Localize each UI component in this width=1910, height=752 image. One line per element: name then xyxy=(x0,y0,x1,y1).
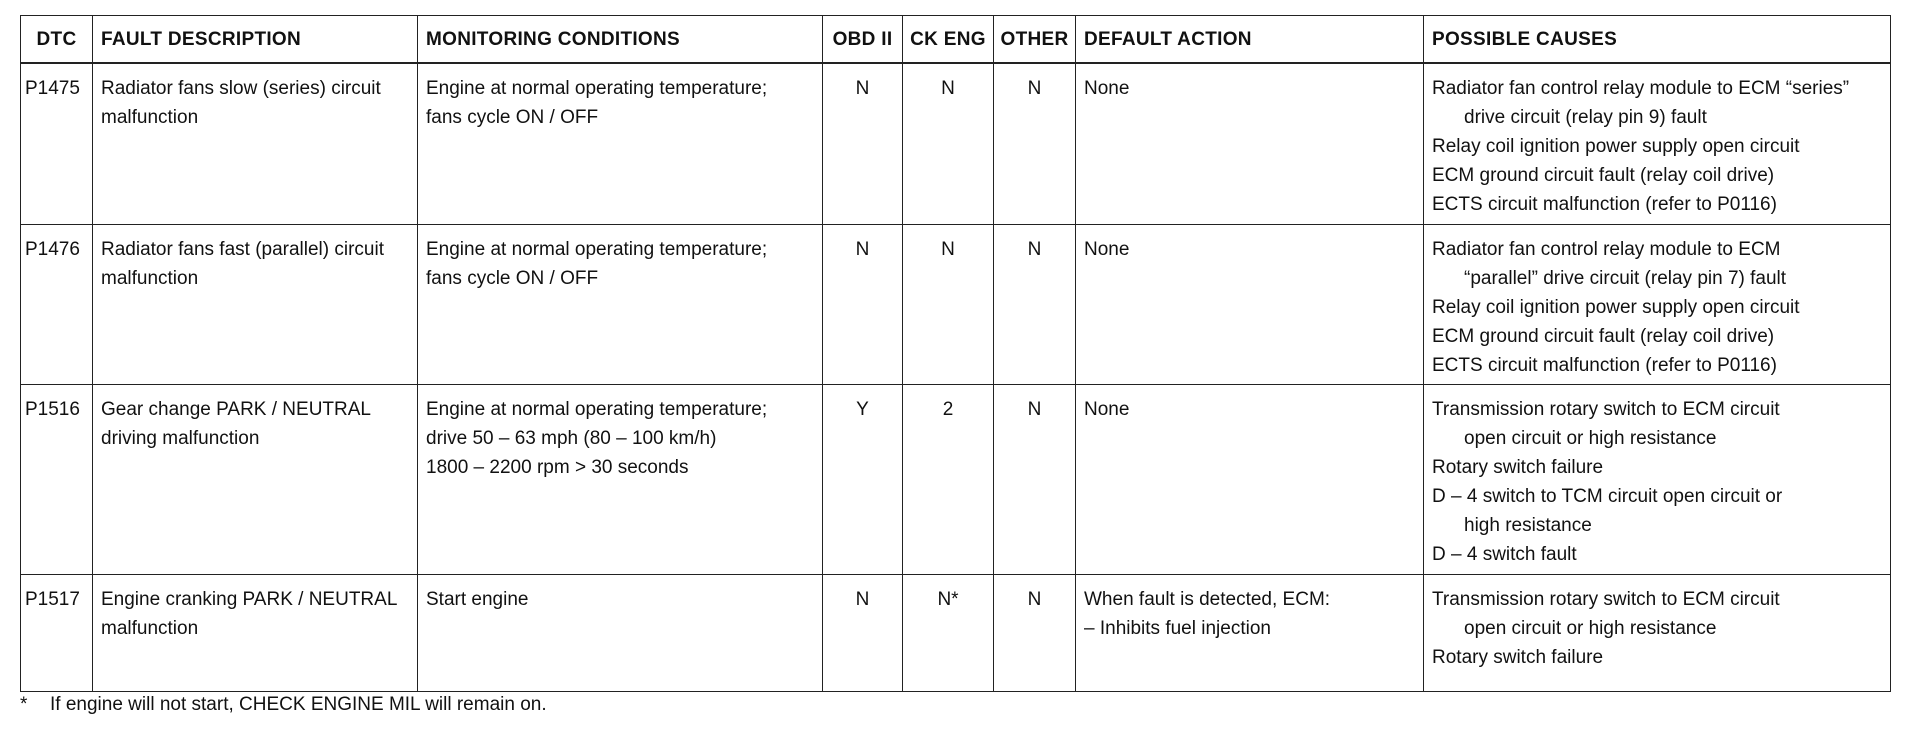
cause-line: “parallel” drive circuit (relay pin 7) fault xyxy=(1464,268,1787,289)
fault-line: driving malfunction xyxy=(101,428,260,449)
cause-line: Radiator fan control relay module to ECM “series” xyxy=(1432,78,1850,99)
fault-line: malfunction xyxy=(101,107,199,128)
cause-line: ECTS circuit malfunction (refer to P0116) xyxy=(1432,355,1777,376)
header-possible-causes: POSSIBLE CAUSES xyxy=(1424,16,1891,64)
ck-eng-value: N xyxy=(903,225,994,385)
header-other: OTHER xyxy=(994,16,1076,64)
table-row xyxy=(21,63,1891,225)
table-header-row xyxy=(21,16,1891,64)
monitoring-line: Engine at normal operating temperature; xyxy=(426,399,768,420)
obd-ii-value: Y xyxy=(823,385,903,575)
fault-description xyxy=(93,63,418,225)
default-action xyxy=(1076,575,1424,692)
cause-line: ECM ground circuit fault (relay coil drive) xyxy=(1432,326,1775,347)
dtc-code: P1475 xyxy=(21,63,93,225)
header-ck-eng: CK ENG xyxy=(903,16,994,64)
header-default-action: DEFAULT ACTION xyxy=(1076,16,1424,64)
fault-line: Radiator fans slow (series) circuit xyxy=(101,78,381,99)
default-action-line: None xyxy=(1084,399,1130,420)
cause-line: high resistance xyxy=(1464,515,1592,536)
header-dtc: DTC xyxy=(21,16,93,64)
monitoring-conditions xyxy=(418,63,823,225)
table-row xyxy=(21,575,1891,692)
fault-line: Radiator fans fast (parallel) circuit xyxy=(101,239,384,260)
footnote-asterisk: * xyxy=(20,694,28,715)
dtc-table xyxy=(20,15,1891,692)
table-row xyxy=(21,225,1891,385)
possible-causes xyxy=(1424,575,1891,692)
fault-description xyxy=(93,225,418,385)
other-value: N xyxy=(994,63,1076,225)
default-action xyxy=(1076,63,1424,225)
monitoring-conditions xyxy=(418,385,823,575)
other-value: N xyxy=(994,385,1076,575)
cause-line: D – 4 switch fault xyxy=(1432,544,1577,565)
default-action-line: None xyxy=(1084,78,1130,99)
table-row xyxy=(21,385,1891,575)
default-action xyxy=(1076,225,1424,385)
default-action-line: – Inhibits fuel injection xyxy=(1084,618,1271,639)
cause-line: Rotary switch failure xyxy=(1432,457,1604,478)
fault-description xyxy=(93,385,418,575)
fault-line: malfunction xyxy=(101,268,199,289)
other-value: N xyxy=(994,575,1076,692)
possible-causes xyxy=(1424,385,1891,575)
dtc-code: P1516 xyxy=(21,385,93,575)
fault-line: malfunction xyxy=(101,618,199,639)
monitoring-conditions xyxy=(418,225,823,385)
fault-line: Engine cranking PARK / NEUTRAL xyxy=(101,589,398,610)
cause-line: Transmission rotary switch to ECM circuit xyxy=(1432,589,1780,610)
cause-line: D – 4 switch to TCM circuit open circuit or xyxy=(1432,486,1783,507)
cause-line: open circuit or high resistance xyxy=(1464,428,1717,449)
other-value: N xyxy=(994,225,1076,385)
possible-causes xyxy=(1424,225,1891,385)
default-action-line: None xyxy=(1084,239,1130,260)
ck-eng-value: N* xyxy=(903,575,994,692)
ck-eng-value: N xyxy=(903,63,994,225)
obd-ii-value: N xyxy=(823,63,903,225)
footnote xyxy=(20,694,547,716)
cause-line: open circuit or high resistance xyxy=(1464,618,1717,639)
fault-description xyxy=(93,575,418,692)
monitoring-line: fans cycle ON / OFF xyxy=(426,107,599,128)
default-action xyxy=(1076,385,1424,575)
possible-causes xyxy=(1424,63,1891,225)
cause-line: drive circuit (relay pin 9) fault xyxy=(1464,107,1707,128)
monitoring-line: Engine at normal operating temperature; xyxy=(426,239,768,260)
cause-line: Rotary switch failure xyxy=(1432,647,1604,668)
fault-line: Gear change PARK / NEUTRAL xyxy=(101,399,371,420)
cause-line: ECM ground circuit fault (relay coil drive) xyxy=(1432,165,1775,186)
default-action-line: When fault is detected, ECM: xyxy=(1084,589,1331,610)
monitoring-line: Engine at normal operating temperature; xyxy=(426,78,768,99)
cause-line: Relay coil ignition power supply open circuit xyxy=(1432,297,1800,318)
dtc-code: P1476 xyxy=(21,225,93,385)
header-monitoring-conditions: MONITORING CONDITIONS xyxy=(418,16,823,64)
monitoring-line: fans cycle ON / OFF xyxy=(426,268,599,289)
monitoring-line: drive 50 – 63 mph (80 – 100 km/h) xyxy=(426,428,717,449)
dtc-code: P1517 xyxy=(21,575,93,692)
monitoring-conditions xyxy=(418,575,823,692)
cause-line: Transmission rotary switch to ECM circuit xyxy=(1432,399,1780,420)
cause-line: Relay coil ignition power supply open circuit xyxy=(1432,136,1800,157)
obd-ii-value: N xyxy=(823,225,903,385)
header-fault-description: FAULT DESCRIPTION xyxy=(93,16,418,64)
monitoring-line: Start engine xyxy=(426,589,529,610)
cause-line: Radiator fan control relay module to ECM xyxy=(1432,239,1781,260)
footnote-text: If engine will not start, CHECK ENGINE MIL will remain on. xyxy=(50,694,547,715)
cause-line: ECTS circuit malfunction (refer to P0116) xyxy=(1432,194,1777,215)
ck-eng-value: 2 xyxy=(903,385,994,575)
header-obd-ii: OBD II xyxy=(823,16,903,64)
monitoring-line: 1800 – 2200 rpm > 30 seconds xyxy=(426,457,689,478)
obd-ii-value: N xyxy=(823,575,903,692)
